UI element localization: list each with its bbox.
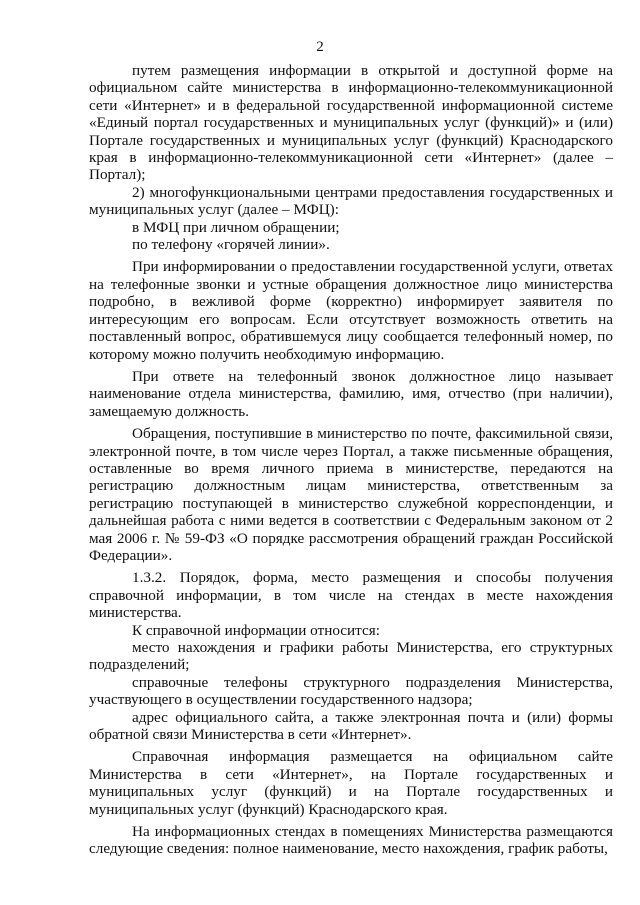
paragraph: При ответе на телефонный звонок должностное лицо называет наименование отдела министерства, фамилию, имя, отчество (при наличии), замещаемую должность. bbox=[89, 367, 613, 420]
paragraph: в МФЦ при личном обращении; bbox=[132, 218, 340, 236]
paragraph: 2) многофункциональными центрами предоставления государственных и муниципальных услуг (далее – МФЦ): bbox=[89, 183, 613, 219]
paragraph: адрес официального сайта, а также электронная почта и (или) формы обратной связи Министерства в сети «Интернет». bbox=[89, 708, 613, 744]
paragraph: 1.3.2. Порядок, форма, место размещения и способы получения справочной информации, в том числе на стендах в месте нахождения министерства. bbox=[89, 569, 613, 622]
paragraph: На информационных стендах в помещениях Министерства размещаются следующие сведения: полное наименование, место нахождения, график работы, bbox=[89, 823, 613, 858]
paragraph: Обращения, поступившие в министерство по почте, факсимильной связи, электронной почте, в том числе через Портал, а также письменные обращения, оставленные во время личного приема в министерстве, передаются на регистрацию должностным лицам министерства, ответственным за регистрацию поступающей в министерство служебной корреспонденции, и дальнейшая работа с ними ведется в соответствии с Федеральным законом от 2 мая 2006 г. № 59-ФЗ «О порядке рассмотрения обращений граждан Российской Федерации». bbox=[89, 425, 613, 564]
paragraph: место нахождения и графики работы Министерства, его структурных подразделений; bbox=[89, 639, 613, 674]
paragraph: Справочная информация размещается на официальном сайте Министерства в сети «Интернет», на Портале государственных и муниципальных услуг (функций) и на Портале государственных и муниципальных услуг (функций) Краснодарского края. bbox=[89, 748, 613, 818]
page-number: 2 bbox=[316, 39, 324, 55]
document-body bbox=[89, 62, 613, 858]
paragraph: справочные телефоны структурного подразделения Министерства, участвующего в осуществлении государственного надзора; bbox=[89, 673, 613, 709]
paragraph: К справочной информации относится: bbox=[132, 621, 380, 639]
paragraph: При информировании о предоставлении государственной услуги, ответах на телефонные звонки и устные обращения должностное лицо министерства подробно, в вежливой форме (корректно) информирует заявителя по интересующим его вопросам. Если отсутствует возможность ответить на поставленный вопрос, обратившемуся лицу сообщается телефонный номер, по которому можно получить необходимую информацию. bbox=[89, 258, 613, 363]
paragraph: по телефону «горячей линии». bbox=[132, 236, 330, 254]
paragraph: путем размещения информации в открытой и доступной форме на официальном сайте министерства в информационно-телекоммуникационной сети «Интернет» и в федеральной государственной информационной системе «Единый портал государственных и муниципальных услуг (функций)» и (или) Портале государственных и муниципальных услуг (функций) Краснодарского края в информационно-телекоммуникационной сети «Интернет» (далее – Портал); bbox=[89, 62, 613, 184]
